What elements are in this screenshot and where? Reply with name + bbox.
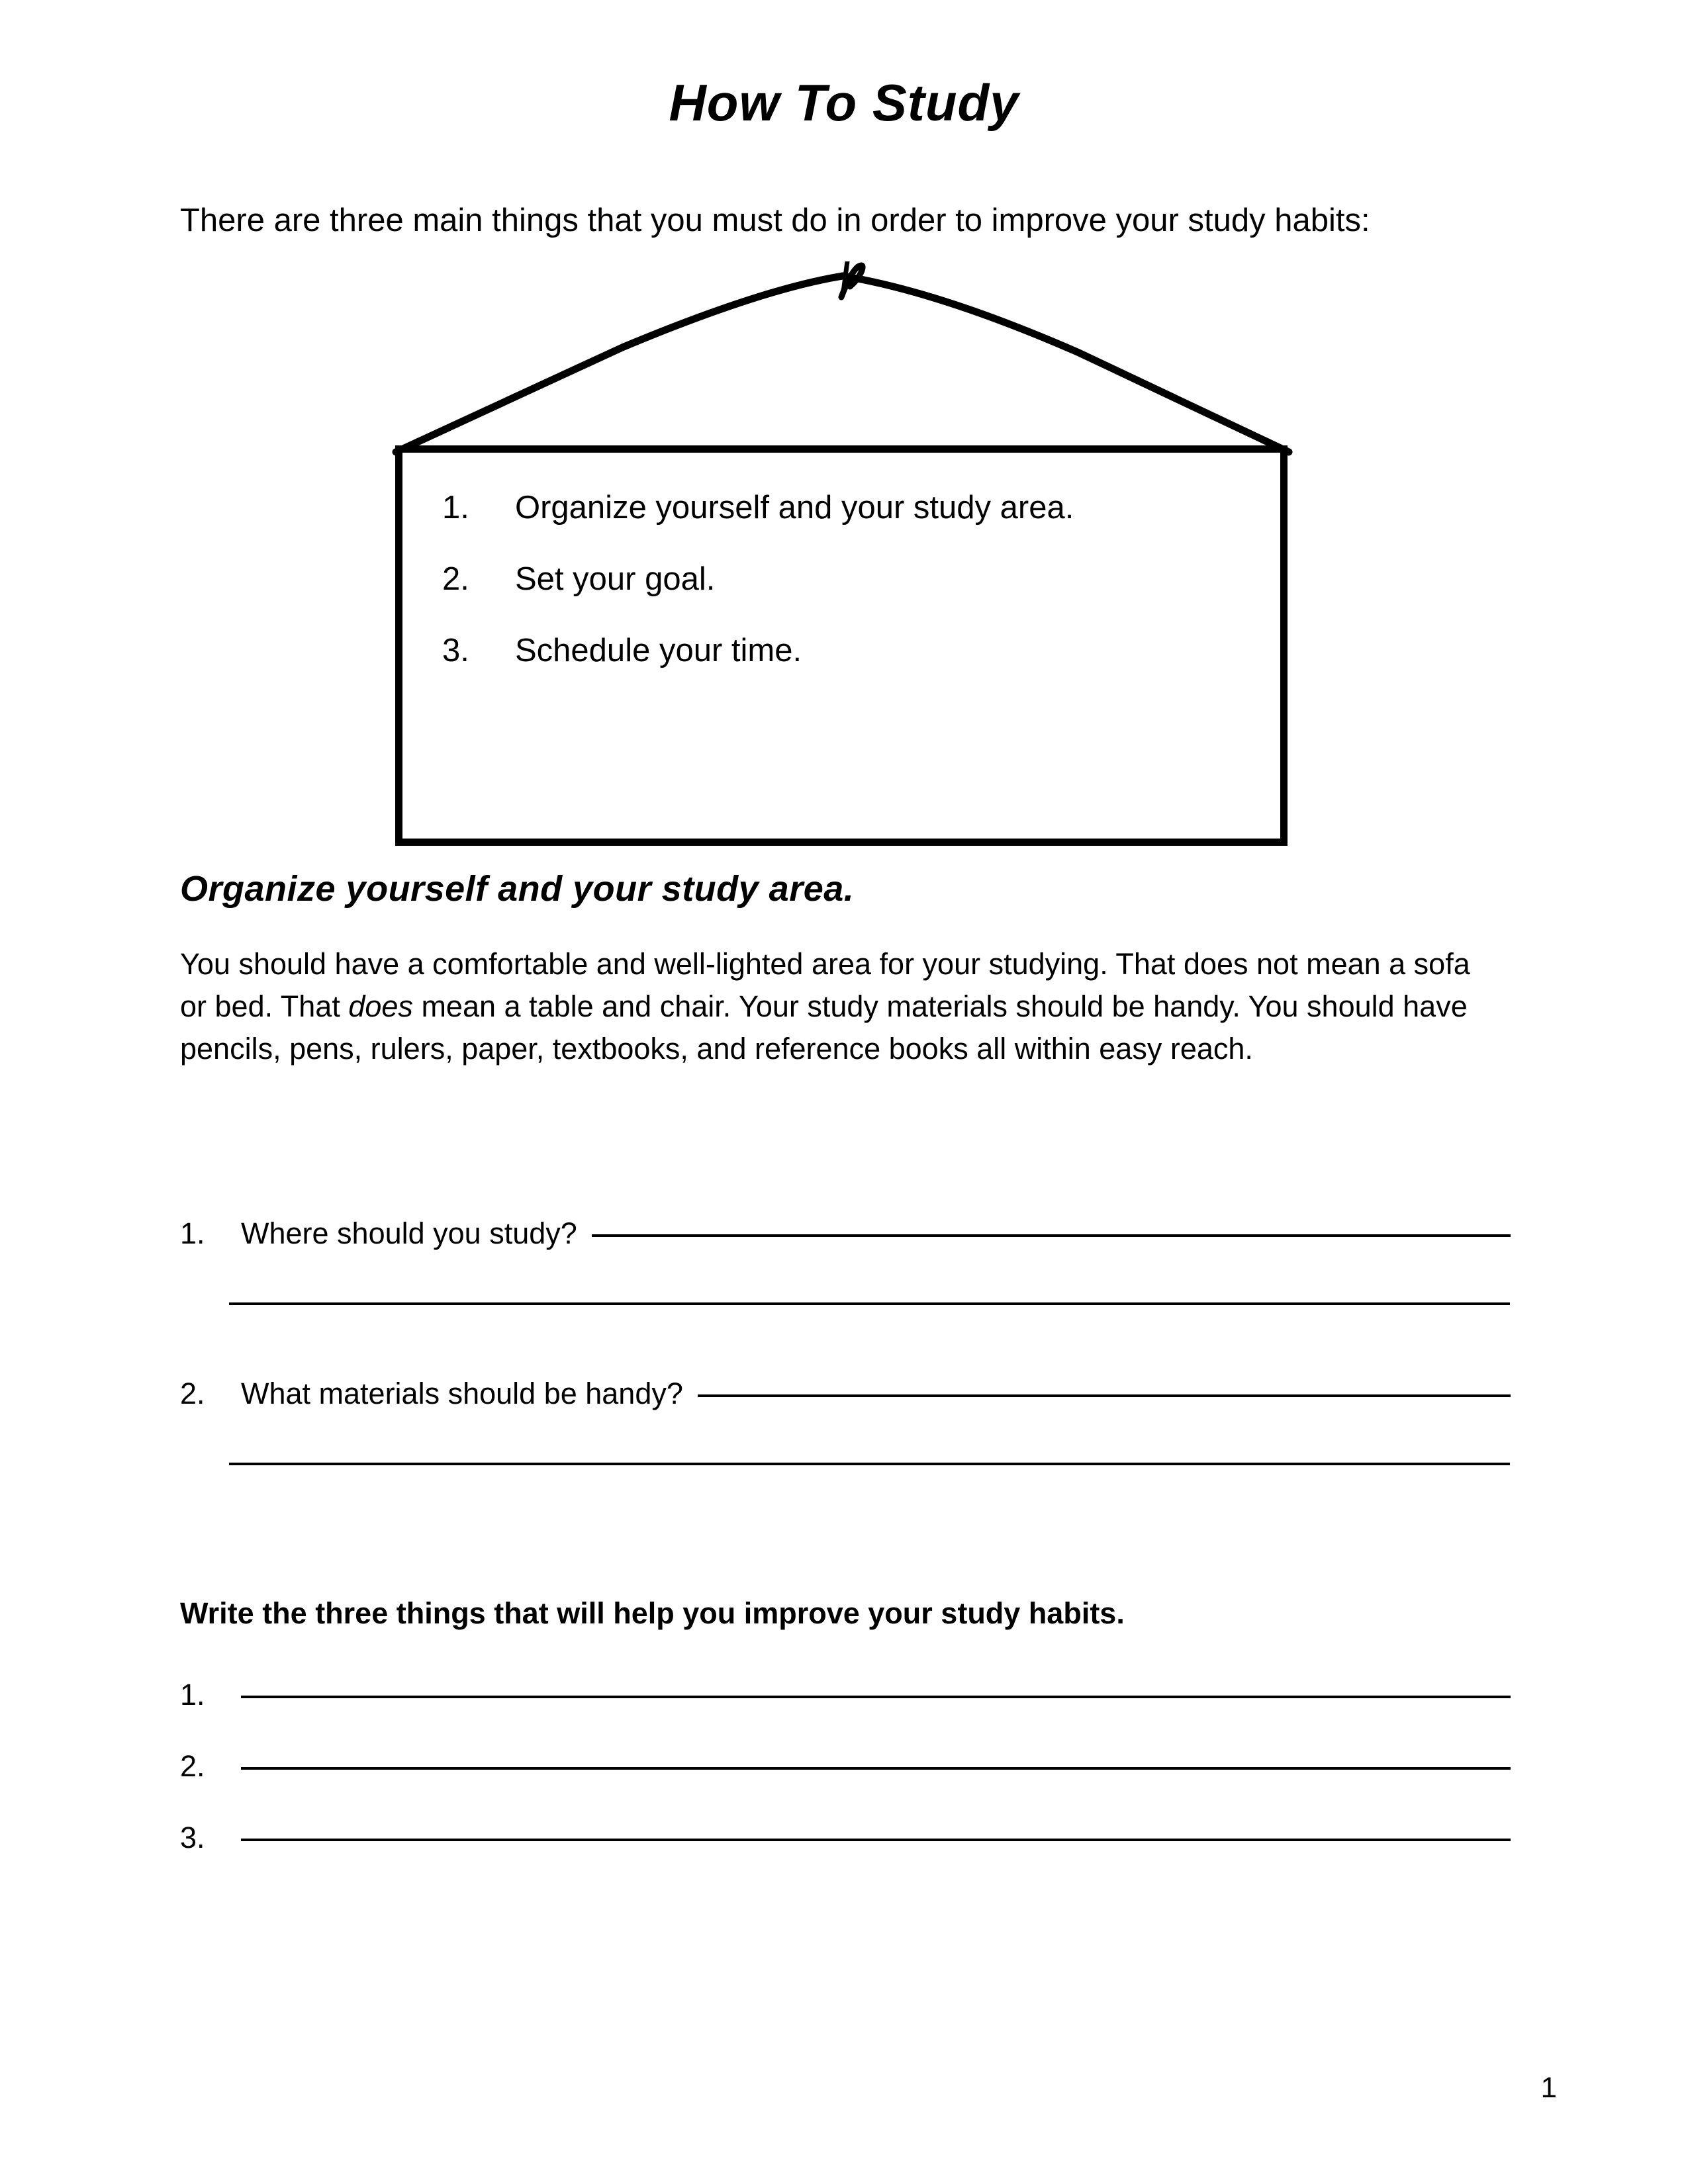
question-row [180, 1216, 1511, 1251]
question-label: Where should you study? [241, 1216, 577, 1250]
framed-list-item [442, 561, 1256, 598]
answer-line[interactable] [698, 1394, 1511, 1397]
paragraph-part-2: mean a table and chair. Your study materials should be handy. You should have pencils, pens, rulers, paper, textbooks, and reference books all within easy reach. [180, 989, 1468, 1066]
question-number: 1. [180, 1216, 205, 1250]
section-paragraph [180, 943, 1501, 1070]
paragraph-part-1: You should have a comfortable and well-lighted area for your studying. That does not mean a sofa or bed. That [180, 947, 1470, 1023]
questions-list [180, 1216, 1511, 1465]
picture-hanging-wire-icon [391, 261, 1294, 460]
question-label: What materials should be handy? [241, 1377, 683, 1410]
section-heading: Organize yourself and your study area. [180, 869, 855, 909]
answer-number: 3. [180, 1821, 205, 1854]
answer-line[interactable] [592, 1234, 1511, 1237]
framed-list-item [442, 489, 1256, 526]
answer-row [180, 1821, 1511, 1892]
answer-number: 2. [180, 1749, 205, 1783]
framed-list-box [395, 445, 1288, 846]
spacer [180, 1305, 1511, 1377]
framed-list-item-label: Organize yourself and your study area. [515, 490, 1074, 525]
intro-paragraph: There are three main things that you must do in order to improve your study habits: [180, 203, 1370, 238]
write-prompt: Write the three things that will help you improve your study habits. [180, 1596, 1125, 1630]
page-number: 1 [1540, 2071, 1557, 2104]
spacer [180, 1251, 1511, 1302]
framed-list-item-label: Schedule your time. [515, 633, 802, 668]
answer-line[interactable] [241, 1839, 1511, 1841]
answer-line[interactable] [241, 1696, 1511, 1698]
framed-list-item-number: 3. [442, 633, 469, 668]
answer-number: 1. [180, 1678, 205, 1711]
question-number: 2. [180, 1377, 205, 1410]
write-answer-lines [180, 1678, 1511, 1892]
answer-line-continuation[interactable] [229, 1463, 1510, 1465]
answer-row [180, 1749, 1511, 1821]
answer-line[interactable] [241, 1767, 1511, 1770]
framed-list-item-number: 2. [442, 561, 469, 597]
answer-row [180, 1678, 1511, 1749]
framed-list [442, 489, 1256, 704]
framed-list-item [442, 632, 1256, 669]
paragraph-emphasis: does [348, 989, 413, 1023]
framed-list-item-label: Set your goal. [515, 561, 716, 597]
framed-list-item-number: 1. [442, 490, 469, 525]
question-row [180, 1377, 1511, 1411]
spacer [180, 1411, 1511, 1463]
page-title: How To Study [669, 73, 1019, 132]
